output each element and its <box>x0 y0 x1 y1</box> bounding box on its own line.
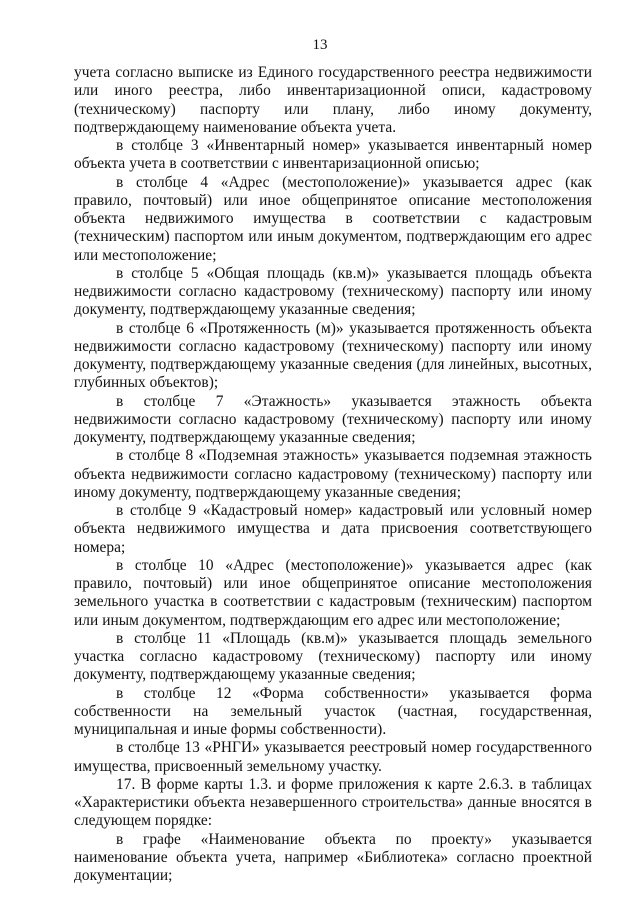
page-number: 13 <box>312 37 328 53</box>
paragraph: в столбце 11 «Площадь (кв.м)» указывается площадь земельного участка согласно кадастровому (техническому) паспорту или иному документу, подтверждающему указанные сведения; <box>74 629 592 684</box>
document-body <box>74 64 592 885</box>
paragraph: учета согласно выписке из Единого государственного реестра недвижимости или иного реестра, либо инвентаризационной описи, кадастровому (техническому) паспорту или плану, либо иному документу, подтверждающему наименование объекта учета. <box>74 64 592 136</box>
paragraph: в столбце 9 «Кадастровый номер» кадастровый или условный номер объекта недвижимого имущества и дата присвоения соответствующего номера; <box>74 502 592 556</box>
paragraph: в столбце 10 «Адрес (местоположение)» указывается адрес (как правило, почтовый) или иное общепринятое описание местоположения земельного участка в соответствии с кадастровым (техническим) паспортом или иным документом, подтверждающим его адрес или местоположение; <box>74 556 592 629</box>
paragraph: в столбце 13 «РНГИ» указывается реестровый номер государственного имущества, присвоенный земельному участку. <box>74 739 592 775</box>
paragraph: в столбце 6 «Протяженность (м)» указывается протяженность объекта недвижимости согласно кадастровому (техническому) паспорту или иному документу, подтверждающему указанные сведения (для линейных, высотных, глубинных объектов); <box>74 319 592 392</box>
paragraph: в столбце 8 «Подземная этажность» указывается подземная этажность объекта недвижимости согласно кадастровому (техническому) паспорту или иному документу, подтверждающему указанные сведения; <box>74 447 592 501</box>
paragraph: в графе «Наименование объекта по проекту» указывается наименование объекта учета, например «Библиотека» согласно проектной документации; <box>74 830 592 884</box>
paragraph: в столбце 12 «Форма собственности» указывается форма собственности на земельный участок (частная, государственная, муниципальная и иные формы собственности). <box>74 684 592 738</box>
paragraph: в столбце 4 «Адрес (местоположение)» указывается адрес (как правило, почтовый) или иное общепринятое описание местоположения объекта недвижимого имущества в соответствии с кадастровым (техническим) паспортом или иным документом, подтверждающим его адрес или местоположение; <box>74 173 592 264</box>
paragraph: 17. В форме карты 1.3. и форме приложения к карте 2.6.3. в таблицах «Характеристики объекта незавершенного строительства» данные вносятся в следующем порядке: <box>74 775 592 830</box>
paragraph: в столбце 5 «Общая площадь (кв.м)» указывается площадь объекта недвижимости согласно кадастровому (техническому) паспорту или иному документу, подтверждающему указанные сведения; <box>74 264 592 319</box>
paragraph: в столбце 7 «Этажность» указывается этажность объекта недвижимости согласно кадастровому (техническому) паспорту или иному документу, подтверждающему указанные сведения; <box>74 392 592 446</box>
paragraph: в столбце 3 «Инвентарный номер» указывается инвентарный номер объекта учета в соответствии с инвентаризационной описью; <box>74 137 592 173</box>
